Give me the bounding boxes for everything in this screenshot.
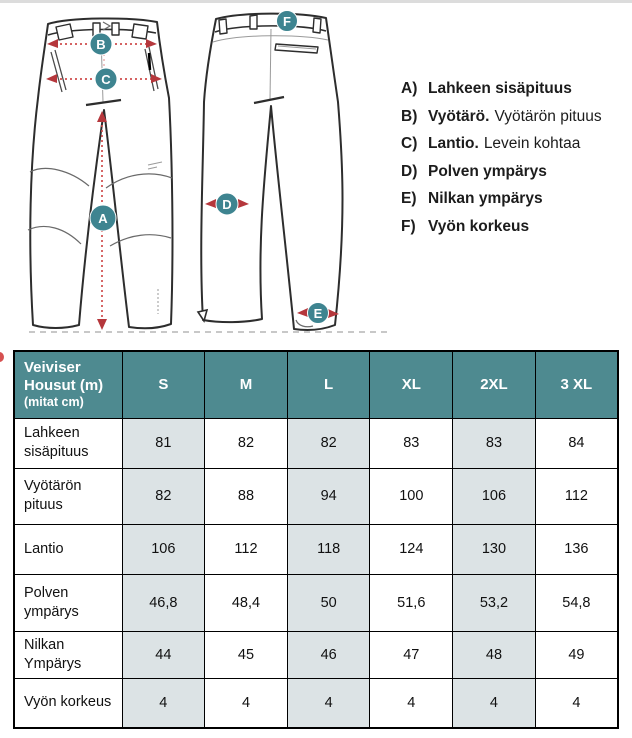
- size-value: 46: [287, 631, 370, 678]
- size-column-header-s: S: [122, 351, 205, 418]
- size-value: 47: [370, 631, 453, 678]
- table-row-waist: [14, 468, 618, 524]
- size-value: 100: [370, 468, 453, 524]
- legend-item-e: [401, 185, 602, 213]
- belt-loop: [250, 15, 257, 29]
- size-value: 48: [453, 631, 536, 678]
- legend-item-d: [401, 158, 602, 186]
- size-value: 53,2: [453, 574, 536, 631]
- pants-diagram: [0, 4, 396, 350]
- pants-front-view: [28, 18, 172, 328]
- size-value: 51,6: [370, 574, 453, 631]
- legend-item-f: [401, 213, 602, 241]
- marker-d-label: D: [222, 197, 232, 212]
- legend-prefix: A): [401, 80, 418, 97]
- table-title-line3: (mitat cm): [24, 395, 84, 410]
- legend-item-b: [401, 103, 602, 131]
- legend-term: Vyötärö.: [428, 107, 490, 125]
- size-column-header-2xl: 2XL: [453, 351, 536, 418]
- legend-desc: Levein kohtaa: [483, 135, 581, 152]
- size-column-header-l: L: [287, 351, 370, 418]
- table-row-hip: [14, 524, 618, 574]
- legend-term: Polven ympärys: [428, 162, 547, 180]
- size-value: 46,8: [122, 574, 205, 631]
- size-value: 50: [287, 574, 370, 631]
- legend-prefix: D): [401, 162, 418, 180]
- table-title-cell: [14, 351, 122, 418]
- legend-term: Vyön korkeus: [428, 217, 530, 235]
- table-row-ankle: [14, 631, 618, 678]
- size-value: 82: [122, 468, 205, 524]
- size-value: 45: [205, 631, 288, 678]
- size-value: 4: [535, 678, 618, 728]
- size-value: 118: [287, 524, 370, 574]
- size-value: 4: [453, 678, 536, 728]
- marker-a-label: A: [98, 211, 108, 226]
- table-title-line2: Housut (m): [24, 377, 104, 395]
- belt-loop: [112, 23, 119, 35]
- belt-loop: [313, 18, 321, 33]
- size-value: 49: [535, 631, 618, 678]
- legend-prefix: F): [401, 217, 416, 235]
- size-value: 82: [205, 418, 288, 468]
- size-column-header-m: M: [205, 351, 288, 418]
- table-title-line1: Veiviser: [24, 359, 81, 377]
- row-label: Vyön korkeus: [14, 678, 122, 728]
- belt-loop: [219, 19, 227, 34]
- size-value: 106: [122, 524, 205, 574]
- size-value: 83: [370, 418, 453, 468]
- marker-e-label: E: [313, 306, 323, 321]
- size-column-header-xl: XL: [370, 351, 453, 418]
- size-column-header-3xl: 3 XL: [535, 351, 618, 418]
- marker-f-label: F: [283, 14, 291, 29]
- measurement-legend: [401, 75, 602, 240]
- size-chart-table: [13, 350, 619, 729]
- legend-prefix: B): [401, 107, 418, 125]
- size-value: 48,4: [205, 574, 288, 631]
- belt-loop: [56, 24, 73, 40]
- row-label: Polven ympärys: [14, 574, 122, 631]
- marker-b-label: B: [96, 37, 106, 52]
- table-row-inseam: [14, 418, 618, 468]
- size-value: 81: [122, 418, 205, 468]
- row-label: Vyötärön pituus: [14, 468, 122, 524]
- size-value: 83: [453, 418, 536, 468]
- legend-term: Lantio.: [428, 135, 479, 152]
- legend-term: Nilkan ympärys: [428, 190, 543, 207]
- size-value: 4: [205, 678, 288, 728]
- size-value: 4: [370, 678, 453, 728]
- row-label: Lantio: [14, 524, 122, 574]
- top-divider: [0, 0, 632, 3]
- legend-item-c: [401, 130, 602, 158]
- row-label: Lahkeen sisäpituus: [14, 418, 122, 468]
- table-row-knee: [14, 574, 618, 631]
- size-value: 106: [453, 468, 536, 524]
- pants-back-view: [198, 14, 343, 330]
- legend-term: Lahkeen sisäpituus: [428, 80, 572, 97]
- marker-c-label: C: [101, 72, 111, 87]
- size-value: 4: [287, 678, 370, 728]
- size-value: 44: [122, 631, 205, 678]
- size-value: 54,8: [535, 574, 618, 631]
- legend-prefix: C): [401, 135, 418, 152]
- size-value: 124: [370, 524, 453, 574]
- legend-item-a: [401, 75, 602, 103]
- size-value: 136: [535, 524, 618, 574]
- red-edge-artifact: [0, 352, 4, 362]
- row-label: Nilkan Ympärys: [14, 631, 122, 678]
- belt-loop: [132, 24, 148, 39]
- table-row-belt-height: [14, 678, 618, 728]
- zip-pull-mark: [149, 53, 150, 70]
- size-value: 88: [205, 468, 288, 524]
- size-value: 4: [122, 678, 205, 728]
- legend-prefix: E): [401, 190, 417, 207]
- size-value: 82: [287, 418, 370, 468]
- size-value: 130: [453, 524, 536, 574]
- size-value: 112: [205, 524, 288, 574]
- header-row: [14, 351, 618, 418]
- legend-desc: Vyötärön pituus: [494, 107, 602, 125]
- size-value: 84: [535, 418, 618, 468]
- size-value: 112: [535, 468, 618, 524]
- size-value: 94: [287, 468, 370, 524]
